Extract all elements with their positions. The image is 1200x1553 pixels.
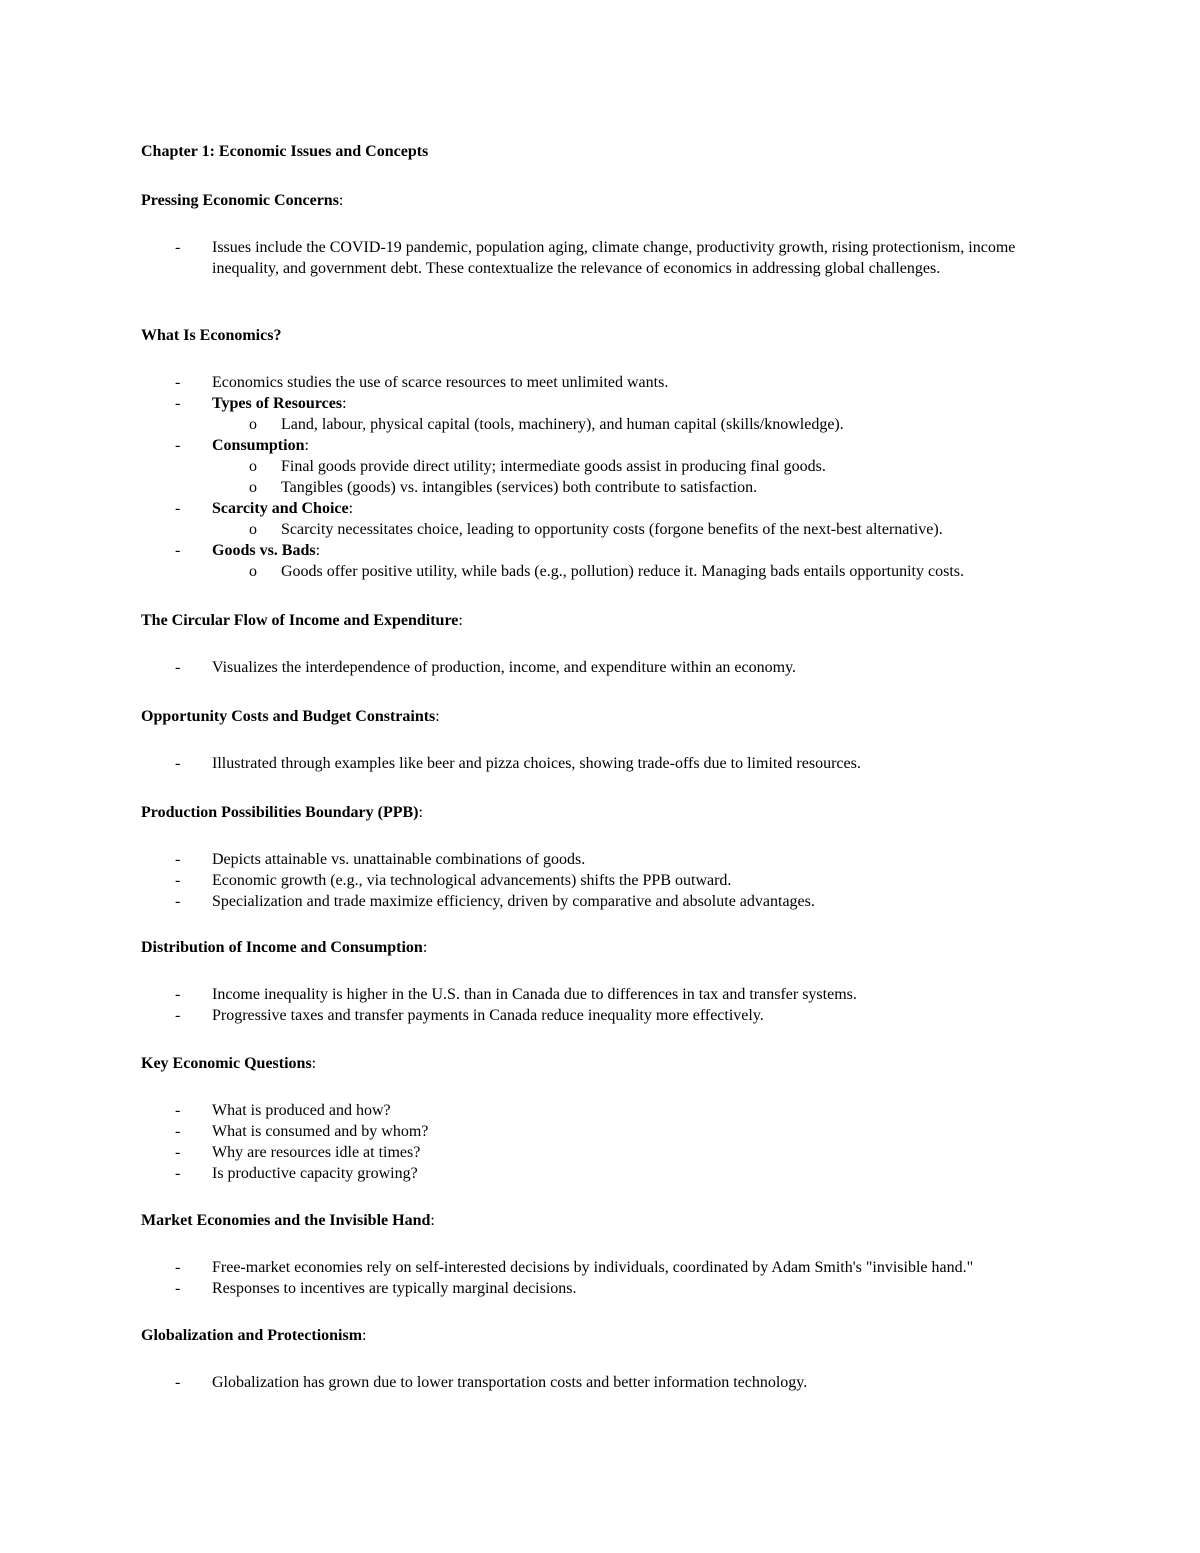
bullet-list xyxy=(141,237,1071,279)
dash-bullet-icon: - xyxy=(175,542,181,559)
sub-list-item xyxy=(141,561,1071,582)
bullet-list xyxy=(141,1372,1071,1393)
list-item: - Consumption: xyxy=(175,437,309,454)
list-item xyxy=(141,870,1071,891)
list-item xyxy=(141,1142,1071,1163)
section-heading-text: What Is Economics? xyxy=(141,327,282,344)
section-heading-text: Production Possibilities Boundary (PPB) xyxy=(141,804,419,821)
section xyxy=(141,938,1071,1026)
list-item xyxy=(141,891,1071,912)
section xyxy=(141,611,1071,678)
sub-list-item-text: Land, labour, physical capital (tools, machinery), and human capital (skills/knowledge). xyxy=(281,416,844,433)
list-item-text: Progressive taxes and transfer payments in Canada reduce inequality more effectively. xyxy=(212,1007,764,1024)
list-item xyxy=(141,849,1071,870)
section-heading: Opportunity Costs and Budget Constraints: xyxy=(141,708,440,725)
dash-bullet-icon: - xyxy=(175,1102,181,1119)
section-heading xyxy=(141,326,1071,346)
list-item-text: Responses to incentives are typically marginal decisions. xyxy=(212,1280,577,1297)
bullet-list xyxy=(141,1257,1071,1299)
section xyxy=(141,707,1071,774)
sub-list-item-text: Scarcity necessitates choice, leading to opportunity costs (forgone benefits of the next-best alternative). xyxy=(281,521,943,538)
dash-bullet-icon: - xyxy=(175,1280,181,1297)
circle-bullet-icon: o xyxy=(249,416,257,433)
list-item-text: Issues include the COVID-19 pandemic, population aging, climate change, productivity growth, rising protectionism, income inequality, and government debt. These contextualize the relevance of economics in addressing global challenges. xyxy=(212,239,1016,277)
list-item-label: Consumption xyxy=(212,437,305,454)
dash-bullet-icon: - xyxy=(175,1259,181,1276)
list-item xyxy=(141,237,1071,279)
list-item xyxy=(141,984,1071,1005)
list-item-text: Visualizes the interdependence of production, income, and expenditure within an economy. xyxy=(212,659,797,676)
section-heading-text: Market Economies and the Invisible Hand xyxy=(141,1212,431,1229)
list-item: - Types of Resources: xyxy=(175,395,347,412)
dash-bullet-icon: - xyxy=(175,851,181,868)
section xyxy=(141,1326,1071,1393)
dash-bullet-icon: - xyxy=(175,1144,181,1161)
sub-list-item xyxy=(141,477,1071,498)
list-item-text: Globalization has grown due to lower transportation costs and better information technology. xyxy=(212,1374,808,1391)
section-heading: Key Economic Questions: xyxy=(141,1055,317,1072)
list-item-text: Free-market economies rely on self-interested decisions by individuals, coordinated by Adam Smith's "invisible hand." xyxy=(212,1259,974,1276)
sub-list-item xyxy=(141,456,1071,477)
dash-bullet-icon: - xyxy=(175,659,181,676)
section-heading: The Circular Flow of Income and Expenditure: xyxy=(141,612,463,629)
dash-bullet-icon: - xyxy=(175,395,181,412)
circle-bullet-icon: o xyxy=(249,563,257,580)
list-item-text: Depicts attainable vs. unattainable combinations of goods. xyxy=(212,851,586,868)
section xyxy=(141,1211,1071,1299)
list-item-text: Is productive capacity growing? xyxy=(212,1165,418,1182)
list-item-label: Scarcity and Choice xyxy=(212,500,349,517)
dash-bullet-icon: - xyxy=(175,500,181,517)
section-heading: Distribution of Income and Consumption: xyxy=(141,939,428,956)
list-item-text: What is consumed and by whom? xyxy=(212,1123,429,1140)
section xyxy=(141,191,1071,279)
section-heading: Production Possibilities Boundary (PPB): xyxy=(141,804,423,821)
sub-list-item-text: Tangibles (goods) vs. intangibles (services) both contribute to satisfaction. xyxy=(281,479,758,496)
dash-bullet-icon: - xyxy=(175,437,181,454)
list-item-text: Income inequality is higher in the U.S. than in Canada due to differences in tax and transfer systems. xyxy=(212,986,857,1003)
dash-bullet-icon: - xyxy=(175,872,181,889)
list-item xyxy=(141,372,1071,393)
section xyxy=(141,326,1071,582)
list-item xyxy=(141,1100,1071,1121)
dash-bullet-icon: - xyxy=(175,1165,181,1182)
list-item xyxy=(141,657,1071,678)
list-item xyxy=(141,1005,1071,1026)
dash-bullet-icon: - xyxy=(175,1007,181,1024)
section-heading-text: Distribution of Income and Consumption xyxy=(141,939,423,956)
dash-bullet-icon: - xyxy=(175,755,181,772)
bullet-list xyxy=(141,984,1071,1026)
list-item-text: What is produced and how? xyxy=(212,1102,391,1119)
section-heading-text: The Circular Flow of Income and Expenditure xyxy=(141,612,459,629)
bullet-list xyxy=(141,372,1071,582)
document-title: Chapter 1: Economic Issues and Concepts xyxy=(141,143,429,160)
list-item xyxy=(141,753,1071,774)
list-item-label: Goods vs. Bads xyxy=(212,542,316,559)
list-item: - Scarcity and Choice: xyxy=(175,500,354,517)
sub-list-item xyxy=(141,519,1071,540)
section-heading-text: Pressing Economic Concerns xyxy=(141,192,339,209)
list-item-text: Specialization and trade maximize efficiency, driven by comparative and absolute advantages. xyxy=(212,893,815,910)
list-item xyxy=(141,1163,1071,1184)
list-item xyxy=(141,1278,1071,1299)
dash-bullet-icon: - xyxy=(175,1123,181,1140)
list-item-label: Types of Resources xyxy=(212,395,343,412)
dash-bullet-icon: - xyxy=(175,986,181,1003)
dash-bullet-icon: - xyxy=(175,893,181,910)
section-heading: Pressing Economic Concerns: xyxy=(141,192,344,209)
dash-bullet-icon: - xyxy=(175,239,181,256)
section-heading: Globalization and Protectionism: xyxy=(141,1327,367,1344)
sub-list-item xyxy=(141,414,1071,435)
circle-bullet-icon: o xyxy=(249,479,257,496)
circle-bullet-icon: o xyxy=(249,458,257,475)
list-item xyxy=(141,1257,1071,1278)
section xyxy=(141,1054,1071,1184)
bullet-list xyxy=(141,753,1071,774)
list-item-text: Illustrated through examples like beer and pizza choices, showing trade-offs due to limited resources. xyxy=(212,755,861,772)
list-item-text: Economic growth (e.g., via technological advancements) shifts the PPB outward. xyxy=(212,872,732,889)
list-item: - Goods vs. Bads: xyxy=(175,542,321,559)
section xyxy=(141,803,1071,912)
list-item xyxy=(141,1372,1071,1393)
section-heading-text: Opportunity Costs and Budget Constraints xyxy=(141,708,436,725)
list-item-text: Why are resources idle at times? xyxy=(212,1144,421,1161)
sub-list-item-text: Final goods provide direct utility; intermediate goods assist in producing final goods. xyxy=(281,458,826,475)
section-heading: Market Economies and the Invisible Hand: xyxy=(141,1212,435,1229)
dash-bullet-icon: - xyxy=(175,1374,181,1391)
list-item xyxy=(141,1121,1071,1142)
bullet-list xyxy=(141,849,1071,912)
sub-list-item-text: Goods offer positive utility, while bads (e.g., pollution) reduce it. Managing bads entails opportunity costs. xyxy=(281,563,964,580)
section-heading-text: Globalization and Protectionism xyxy=(141,1327,363,1344)
dash-bullet-icon: - xyxy=(175,374,181,391)
section-heading-text: Key Economic Questions xyxy=(141,1055,312,1072)
list-item-text: Economics studies the use of scarce resources to meet unlimited wants. xyxy=(212,374,669,391)
circle-bullet-icon: o xyxy=(249,521,257,538)
bullet-list xyxy=(141,1100,1071,1184)
bullet-list xyxy=(141,657,1071,678)
